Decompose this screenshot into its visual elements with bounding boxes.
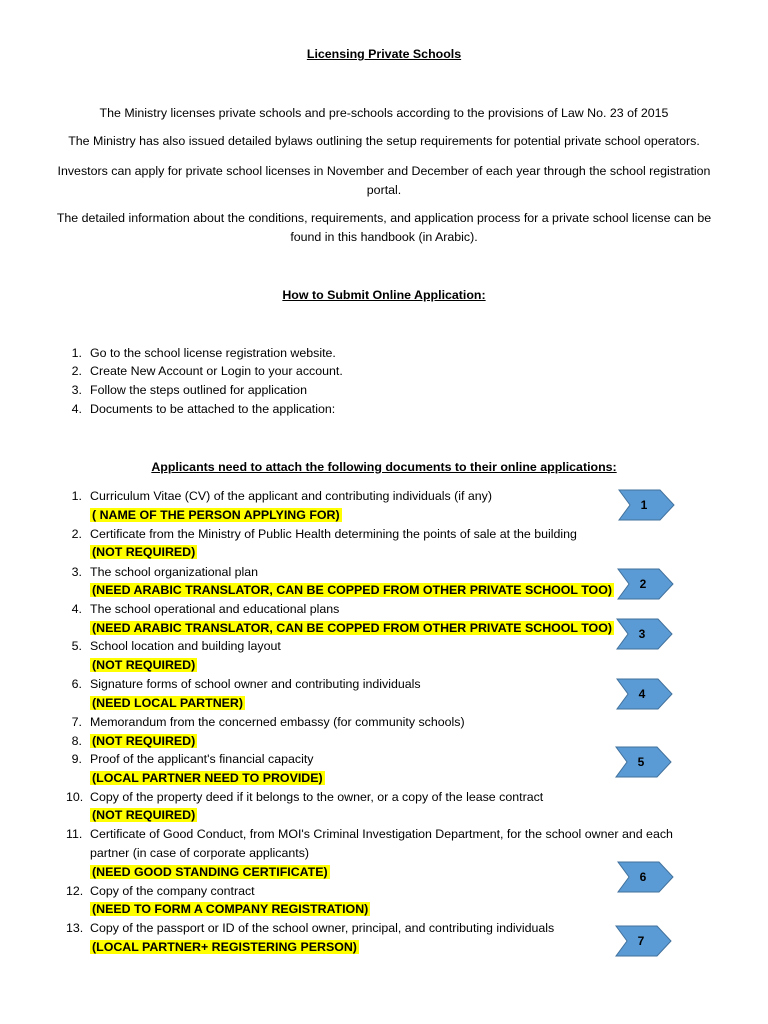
chevron-badge-1 xyxy=(618,489,676,521)
documents-heading: Applicants need to attach the following documents to their online applications: xyxy=(151,460,617,474)
item-number: 2. xyxy=(71,364,82,378)
highlight-note: ( NAME OF THE PERSON APPLYING FOR) xyxy=(92,508,340,522)
intro-paragraph-2: The Ministry has also issued detailed bylaws outlining the setup requirements for potential private school operators. xyxy=(68,134,700,148)
item-text: Copy of the passport or ID of the school owner, principal, and contributing individuals xyxy=(90,921,555,935)
item-note xyxy=(90,583,614,597)
item-text: Copy of the company contract xyxy=(90,884,255,898)
item-text: The school operational and educational plans xyxy=(90,602,340,616)
item-note xyxy=(90,771,325,785)
highlight-note: (LOCAL PARTNER NEED TO PROVIDE) xyxy=(92,771,323,785)
item-text: Create New Account or Login to your account. xyxy=(90,364,343,378)
item-number: 7. xyxy=(71,715,82,729)
badge-label: 6 xyxy=(639,870,647,884)
item-number: 2. xyxy=(71,527,82,541)
item-text: Signature forms of school owner and contributing individuals xyxy=(90,677,421,691)
item-number: 5. xyxy=(71,639,82,653)
item-number: 6. xyxy=(71,677,82,691)
highlight-note: (LOCAL PARTNER+ REGISTERING PERSON) xyxy=(92,940,357,954)
item-note xyxy=(90,734,197,748)
item-text: Proof of the applicant's financial capacity xyxy=(90,752,314,766)
item-text: Copy of the property deed if it belongs to the owner, or a copy of the lease contract xyxy=(90,790,544,804)
chevron-badge-4 xyxy=(616,678,674,710)
item-note xyxy=(90,808,197,822)
badge-label: 5 xyxy=(637,755,645,769)
highlight-note: (NEED TO FORM A COMPANY REGISTRATION) xyxy=(92,902,369,916)
highlight-note: (NEED LOCAL PARTNER) xyxy=(92,696,243,710)
item-note xyxy=(90,621,614,635)
item-number: 10. xyxy=(66,790,84,804)
how-to-heading: How to Submit Online Application: xyxy=(282,288,486,302)
highlight-note: (NOT REQUIRED) xyxy=(92,808,196,822)
item-text: Memorandum from the concerned embassy (for community schools) xyxy=(90,715,465,729)
item-note xyxy=(90,940,359,954)
chevron-badge-2 xyxy=(617,568,675,600)
item-note xyxy=(90,865,330,879)
item-number: 1. xyxy=(71,489,82,503)
item-number: 4. xyxy=(71,602,82,616)
badge-label: 1 xyxy=(640,498,648,512)
item-note xyxy=(90,902,370,916)
highlight-note: (NEED GOOD STANDING CERTIFICATE) xyxy=(92,865,328,879)
item-note xyxy=(90,508,342,522)
item-note xyxy=(90,658,197,672)
item-number: 4. xyxy=(71,402,82,416)
page-title: Licensing Private Schools xyxy=(306,47,462,61)
intro-paragraph-3: Investors can apply for private school licenses in November and December of each year through the school registration portal. xyxy=(57,164,711,197)
highlight-note: (NOT REQUIRED) xyxy=(92,658,196,672)
item-note xyxy=(90,545,197,559)
item-note xyxy=(90,696,245,710)
badge-label: 4 xyxy=(638,687,646,701)
badge-label: 2 xyxy=(639,577,647,591)
item-number: 13. xyxy=(66,921,84,935)
intro-paragraph-1: The Ministry licenses private schools and pre-schools according to the provisions of Law No. 23 of 2015 xyxy=(99,106,669,120)
item-number: 11. xyxy=(66,827,83,841)
chevron-badge-3 xyxy=(616,618,674,650)
highlight-note: (NEED ARABIC TRANSLATOR, CAN BE COPPED FROM OTHER PRIVATE SCHOOL TOO) xyxy=(92,621,612,635)
item-number: 3. xyxy=(71,383,82,397)
item-text: Follow the steps outlined for application xyxy=(90,383,307,397)
item-text: The school organizational plan xyxy=(90,565,259,579)
intro-paragraph-4: The detailed information about the conditions, requirements, and application process for a private school license can be found in this handbook (in Arabic). xyxy=(56,211,712,244)
item-text: School location and building layout xyxy=(90,639,281,653)
chevron-badge-7 xyxy=(615,925,673,957)
highlight-note: (NEED ARABIC TRANSLATOR, CAN BE COPPED FROM OTHER PRIVATE SCHOOL TOO) xyxy=(92,583,612,597)
item-number: 8. xyxy=(71,734,82,748)
item-number: 9. xyxy=(71,752,82,766)
badge-label: 7 xyxy=(637,934,645,948)
item-text: Go to the school license registration website. xyxy=(90,346,336,360)
item-number: 1. xyxy=(71,346,82,360)
highlight-note: (NOT REQUIRED) xyxy=(92,734,196,748)
badge-label: 3 xyxy=(638,627,646,641)
item-number: 12. xyxy=(66,884,84,898)
item-text: Certificate of Good Conduct, from MOI's Criminal Investigation Department, for the school owner and each xyxy=(90,827,673,841)
item-text: Documents to be attached to the application: xyxy=(90,402,336,416)
chevron-badge-5 xyxy=(615,746,673,778)
item-text: Certificate from the Ministry of Public Health determining the points of sale at the building xyxy=(90,527,577,541)
highlight-note: (NOT REQUIRED) xyxy=(92,545,196,559)
item-number: 3. xyxy=(71,565,82,579)
chevron-badge-6 xyxy=(617,861,675,893)
item-text: Curriculum Vitae (CV) of the applicant and contributing individuals (if any) xyxy=(90,489,492,503)
item-text-continued: partner (in case of corporate applicants) xyxy=(90,846,310,860)
